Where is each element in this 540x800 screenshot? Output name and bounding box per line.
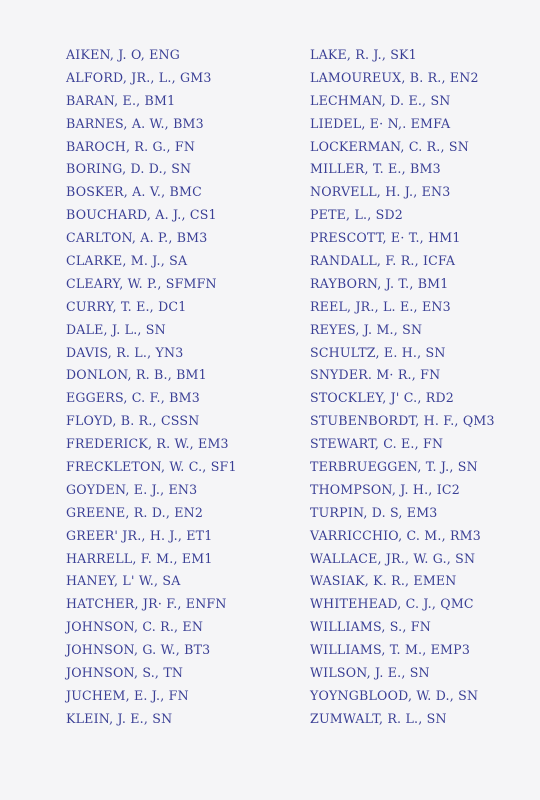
roster-name-entry: JOHNSON, S., TN	[66, 665, 184, 681]
roster-name-entry: CLEARY, W. P., SFMFN	[66, 275, 217, 291]
roster-name-entry: DAVIS, R. L., YN3	[66, 344, 184, 360]
roster-name-entry: LAKE, R. J., SK1	[310, 47, 417, 62]
roster-name-entry: FRECKLETON, W. C., SF1	[66, 459, 237, 475]
roster-name-entry: FLOYD, B. R., CSSN	[66, 413, 200, 429]
roster-name-entry: DALE, J. L., SN	[66, 321, 166, 337]
roster-name-entry: HATCHER, JR· F., ENFN	[66, 596, 227, 612]
roster-left-column	[66, 44, 296, 731]
roster-name-entry: GREENE, R. D., EN2	[66, 504, 204, 520]
roster-name-entry: BORING, D. D., SN	[66, 161, 192, 177]
roster-name-entry: FREDERICK, R. W., EM3	[66, 436, 229, 452]
roster-right-column	[310, 44, 532, 731]
roster-name-entry: CARLTON, A. P., BM3	[66, 230, 208, 246]
roster-name-entry: YOYNGBLOOD, W. D., SN	[310, 687, 479, 703]
roster-name-entry: VARRICCHIO, C. M., RM3	[310, 527, 481, 543]
roster-name-entry: RANDALL, F. R., ICFA	[310, 253, 456, 269]
roster-name-entry: BAROCH, R. G., FN	[66, 138, 196, 154]
roster-name-entry: BARAN, E., BM1	[66, 92, 176, 108]
roster-name-entry: GREER' JR., H. J., ET1	[66, 527, 213, 543]
roster-name-entry: WILSON, J. E., SN	[310, 665, 430, 681]
roster-name-entry: NORVELL, H. J., EN3	[310, 184, 451, 200]
roster-name-entry: STUBENBORDT, H. F., QM3	[310, 413, 495, 429]
roster-name-entry: WHITEHEAD, C. J., QMC	[310, 596, 474, 612]
roster-name-entry: STEWART, C. E., FN	[310, 436, 444, 452]
roster-name-entry: TERBRUEGGEN, T. J., SN	[310, 459, 478, 475]
roster-name-entry: BARNES, A. W., BM3	[66, 115, 204, 131]
roster-name-entry: CURRY, T. E., DC1	[66, 298, 187, 314]
roster-name-entry: JOHNSON, G. W., BT3	[66, 642, 211, 658]
roster-name-entry: ALFORD, JR., L., GM3	[66, 69, 212, 85]
roster-name-entry: LAMOUREUX, B. R., EN2	[310, 69, 479, 85]
roster-name-entry: REEL, JR., L. E., EN3	[310, 298, 451, 314]
roster-name-entry: ZUMWALT, R. L., SN	[310, 710, 447, 726]
roster-name-entry: SCHULTZ, E. H., SN	[310, 344, 446, 360]
roster-name-entry: DONLON, R. B., BM1	[66, 367, 207, 383]
roster-name-entry: SNYDER. M· R., FN	[310, 367, 441, 383]
roster-name-entry: BOUCHARD, A. J., CS1	[66, 207, 217, 223]
roster-name-entry: WALLACE, JR., W. G., SN	[310, 550, 476, 566]
roster-name-entry: WASIAK, K. R., EMEN	[310, 573, 457, 589]
roster-name-entry: HARRELL, F. M., EM1	[66, 550, 213, 566]
roster-name-entry: CLARKE, M. J., SA	[66, 253, 188, 269]
roster-name-entry: WILLIAMS, T. M., EMP3	[310, 642, 471, 658]
roster-name-entry: PRESCOTT, E· T., HM1	[310, 230, 461, 246]
roster-name-entry: STOCKLEY, J' C., RD2	[310, 390, 454, 406]
roster-name-entry: TURPIN, D. S, EM3	[310, 504, 438, 520]
roster-name-entry: PETE, L., SD2	[310, 207, 403, 223]
roster-name-entry: JUCHEM, E. J., FN	[66, 687, 189, 703]
roster-name-entry: REYES, J. M., SN	[310, 321, 423, 337]
roster-name-entry: THOMPSON, J. H., IC2	[310, 481, 460, 497]
roster-name-entry: MILLER, T. E., BM3	[310, 161, 441, 177]
roster-name-entry: BOSKER, A. V., BMC	[66, 184, 202, 200]
roster-name-entry: LOCKERMAN, C. R., SN	[310, 138, 469, 154]
roster-name-entry: LECHMAN, D. E., SN	[310, 92, 451, 108]
roster-name-entry: GOYDEN, E. J., EN3	[66, 481, 198, 497]
roster-name-entry: RAYBORN, J. T., BM1	[310, 275, 449, 291]
roster-name-entry: AIKEN, J. O, ENG	[66, 47, 181, 62]
roster-name-entry: KLEIN, J. E., SN	[66, 710, 173, 726]
roster-name-entry: WILLIAMS, S., FN	[310, 619, 431, 635]
roster-name-entry: LIEDEL, E· N,. EMFA	[310, 115, 451, 131]
roster-name-entry: JOHNSON, C. R., EN	[66, 619, 204, 635]
roster-name-entry: HANEY, L' W., SA	[66, 573, 181, 589]
roster-name-entry: EGGERS, C. F., BM3	[66, 390, 200, 406]
